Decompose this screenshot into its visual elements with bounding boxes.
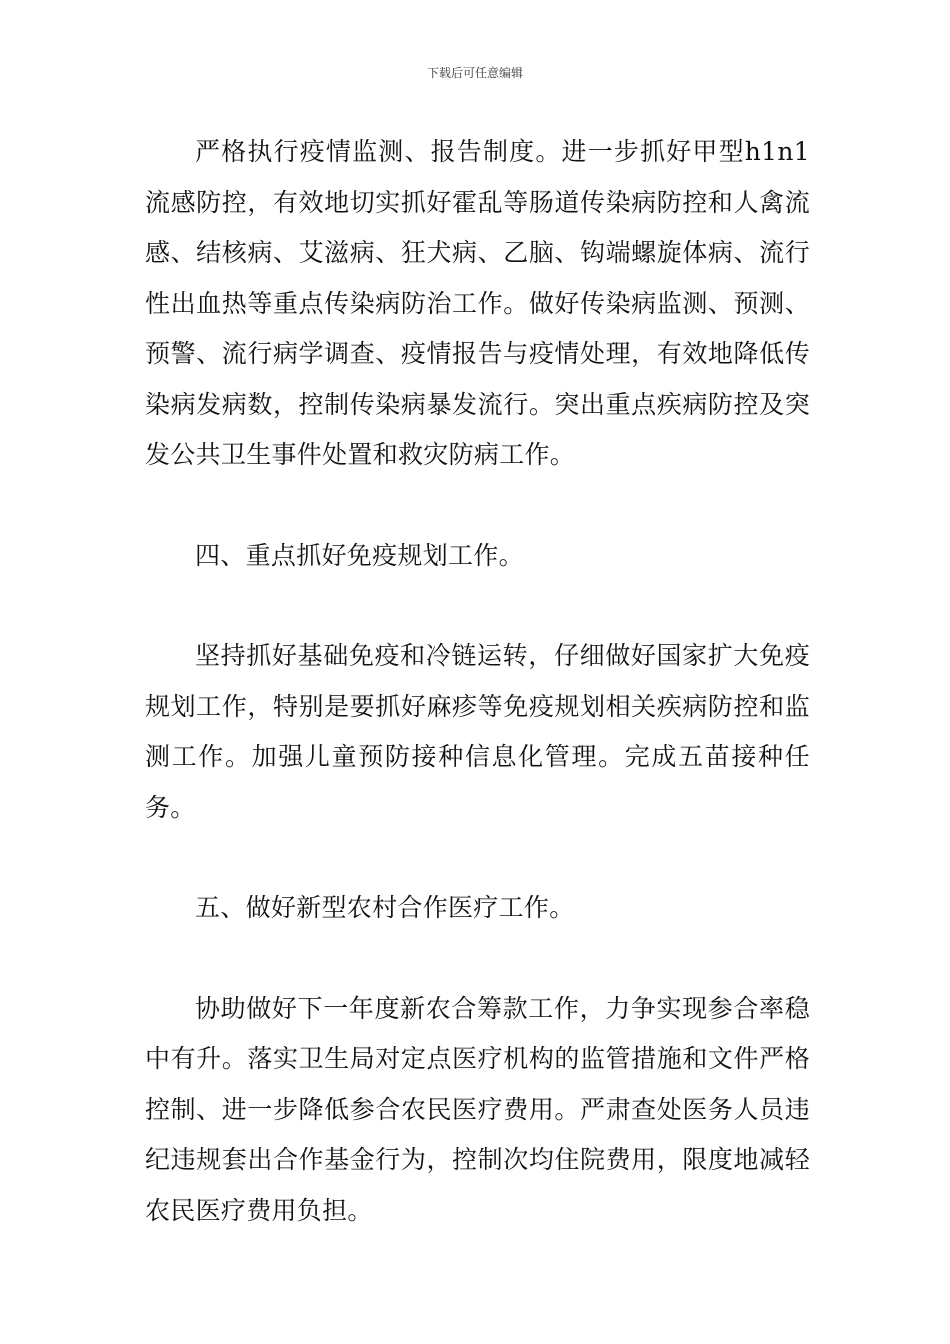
document-body bbox=[145, 127, 810, 1236]
section-heading-immunization: 四、重点抓好免疫规划工作。 bbox=[195, 540, 524, 570]
section-heading-rural-cooperative-medical: 五、做好新型农村合作医疗工作。 bbox=[195, 893, 575, 922]
page-header-note: 下载后可任意编辑 bbox=[426, 66, 523, 80]
paragraph-immunization: 坚持抓好基础免疫和冷链运转，仔细做好国家扩大免疫规划工作，特别是要抓好麻疹等免疫规划相关疾病防控和监测工作。加强儿童预防接种信息化管理。完成五苗接种任务。 bbox=[145, 641, 810, 822]
paragraph-epidemic-monitoring: 严格执行疫情监测、报告制度。进一步抓好甲型h1n1流感防控，有效地切实抓好霍乱等肠道传染病防控和人禽流感、结核病、艾滋病、狂犬病、乙脑、钩端螺旋体病、流行性出血热等重点传染病防治工作。做好传染病监测、预测、预警、流行病学调查、疫情报告与疫情处理，有效地降低传染病发病数，控制传染病暴发流行。突出重点疾病防控及突发公共卫生事件处置和救灾防病工作。 bbox=[145, 137, 810, 469]
paragraph-rural-cooperative-medical: 协助做好下一年度新农合筹款工作，力争实现参合率稳中有升。落实卫生局对定点医疗机构的监管措施和文件严格控制、进一步降低参合农民医疗费用。严肃查处医务人员违纪违规套出合作基金行为，控制次均住院费用，限度地减轻农民医疗费用负担。 bbox=[145, 993, 810, 1225]
